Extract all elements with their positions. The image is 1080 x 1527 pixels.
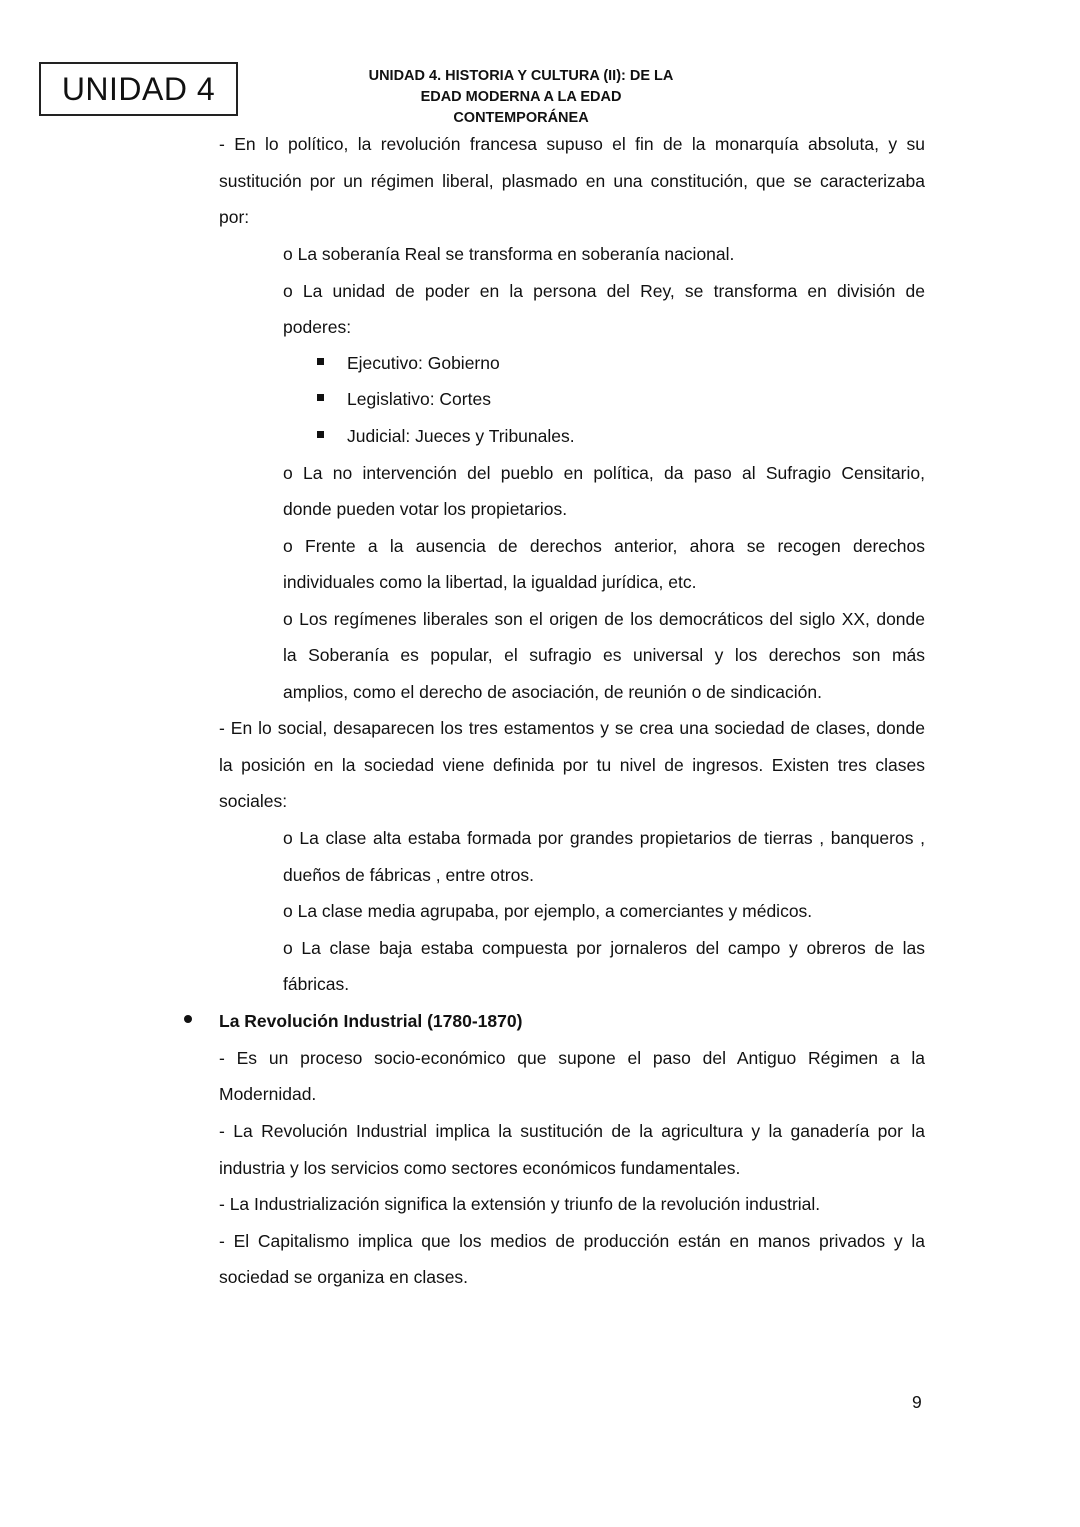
list-item: amplios, como el derecho de asociación, de reunión o de sindicación. <box>283 682 822 702</box>
list-item: individuales como la libertad, la igualdad jurídica, etc. <box>283 572 697 592</box>
list-item: o La clase alta estaba formada por grandes propietarios de tierras , banqueros , <box>283 828 925 848</box>
paragraph-line: - La Revolución Industrial implica la sustitución de la agricultura y la ganadería por la <box>219 1121 925 1141</box>
paragraph-line: - En lo político, la revolución francesa supuso el fin de la monarquía absoluta, y su <box>219 134 925 154</box>
paragraph-line: sustitución por un régimen liberal, plasmado en una constitución, que se caracterizaba <box>219 171 925 191</box>
paragraph-line: - El Capitalismo implica que los medios de producción están en manos privados y la <box>219 1231 925 1251</box>
sub-list-item: Legislativo: Cortes <box>347 389 491 409</box>
section-heading: La Revolución Industrial (1780-1870) <box>219 1011 523 1031</box>
paragraph-line: Modernidad. <box>219 1084 317 1104</box>
list-item: o Los regímenes liberales son el origen de los democráticos del siglo XX, donde <box>283 609 925 629</box>
bullet-icon <box>184 1015 192 1023</box>
paragraph-line: la posición en la sociedad viene definida por tu nivel de ingresos. Existen tres clases <box>219 755 925 775</box>
header-title-line: EDAD MODERNA A LA EDAD <box>420 89 622 105</box>
square-bullet-icon <box>317 394 324 401</box>
list-item: donde pueden votar los propietarios. <box>283 499 568 519</box>
list-item: la Soberanía es popular, el sufragio es universal y los derechos son más <box>283 645 925 665</box>
list-item: o La clase baja estaba compuesta por jornaleros del campo y obreros de las <box>283 938 925 958</box>
paragraph-line: - Es un proceso socio-económico que supone el paso del Antiguo Régimen a la <box>219 1048 925 1068</box>
paragraph-line: sociedad se organiza en clases. <box>219 1267 469 1287</box>
paragraph-line: industria y los servicios como sectores económicos fundamentales. <box>219 1158 741 1178</box>
paragraph-line: - La Industrialización significa la extensión y triunfo de la revolución industrial. <box>219 1194 821 1214</box>
list-item: o La soberanía Real se transforma en soberanía nacional. <box>283 244 735 264</box>
header-title-line: UNIDAD 4. HISTORIA Y CULTURA (II): DE LA <box>368 68 674 84</box>
list-item: o Frente a la ausencia de derechos anterior, ahora se recogen derechos <box>283 536 925 556</box>
paragraph-line: por: <box>219 207 250 227</box>
sub-list-item: Judicial: Jueces y Tribunales. <box>347 426 575 446</box>
list-item: o La clase media agrupaba, por ejemplo, a comerciantes y médicos. <box>283 901 813 921</box>
unit-label-box: UNIDAD 4 <box>39 62 238 116</box>
list-item: o La no intervención del pueblo en política, da paso al Sufragio Censitario, <box>283 463 925 483</box>
list-item: fábricas. <box>283 974 350 994</box>
paragraph-line: sociales: <box>219 791 288 811</box>
square-bullet-icon <box>317 358 324 365</box>
list-item: dueños de fábricas , entre otros. <box>283 865 534 885</box>
list-item: poderes: <box>283 317 352 337</box>
paragraph-line: - En lo social, desaparecen los tres estamentos y se crea una sociedad de clases, donde <box>219 718 925 738</box>
header-title <box>340 66 702 129</box>
list-item: o La unidad de poder en la persona del Rey, se transforma en división de <box>283 281 925 301</box>
square-bullet-icon <box>317 431 324 438</box>
header-title-line: CONTEMPORÁNEA <box>453 110 589 126</box>
page-number: 9 <box>912 1392 922 1412</box>
sub-list-item: Ejecutivo: Gobierno <box>347 353 500 373</box>
